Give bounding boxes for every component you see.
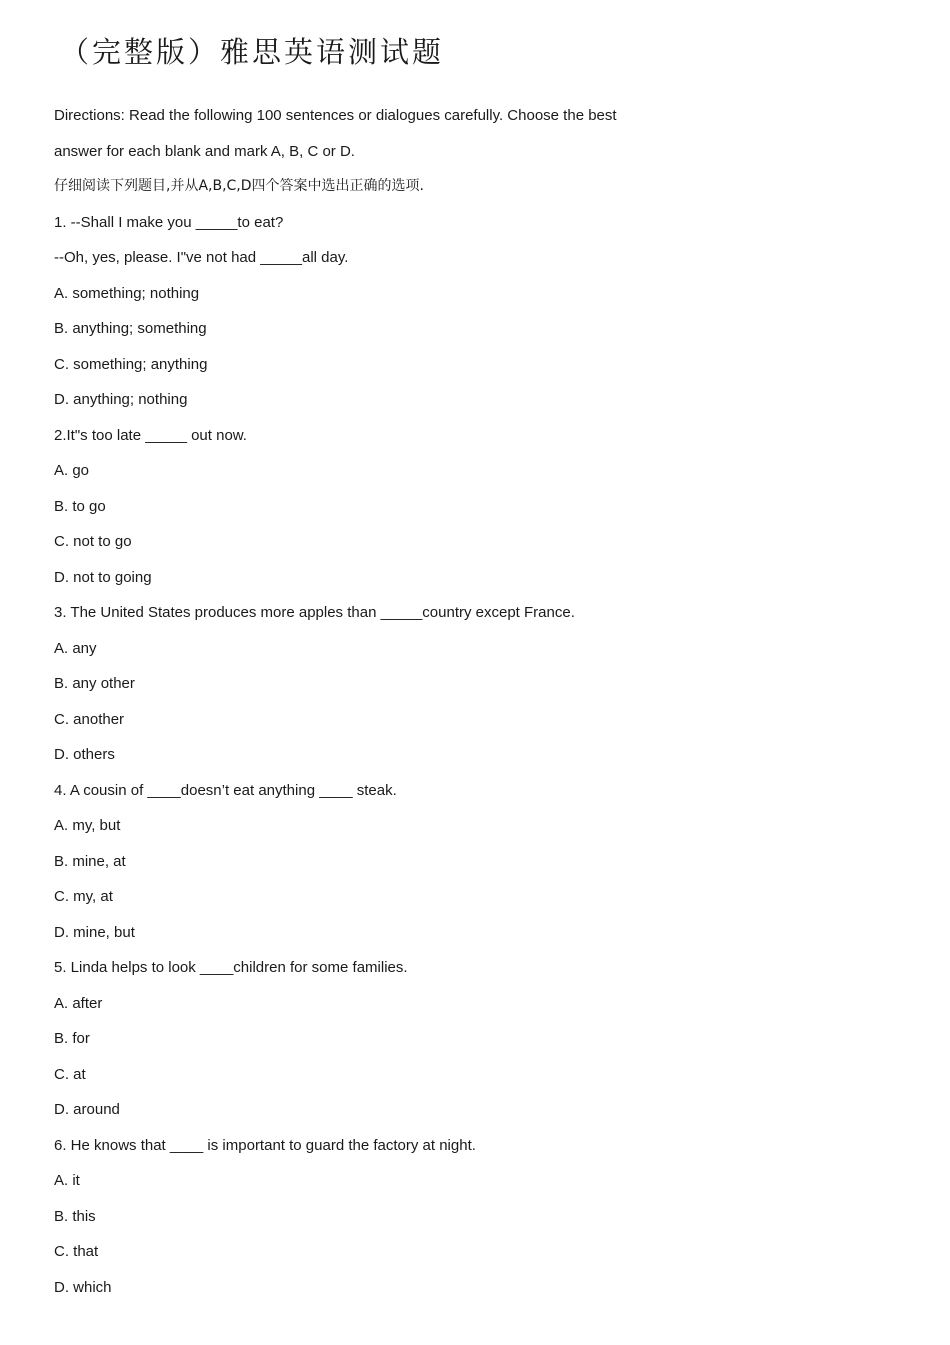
answer-option: C. something; anything bbox=[54, 355, 208, 373]
answer-option: B. to go bbox=[54, 497, 106, 515]
directions-line: answer for each blank and mark A, B, C or D. bbox=[54, 142, 355, 160]
question-text: 6. He knows that ____ is important to guard the factory at night. bbox=[54, 1136, 476, 1154]
answer-option: D. which bbox=[54, 1278, 112, 1296]
answer-option: D. others bbox=[54, 746, 115, 763]
answer-option: B. any other bbox=[54, 675, 135, 692]
answer-option: B. mine, at bbox=[54, 852, 126, 870]
answer-option: D. mine, but bbox=[54, 923, 135, 941]
directions-line: Directions: Read the following 100 sentences or dialogues carefully. Choose the best bbox=[54, 107, 617, 124]
answer-option: A. my, but bbox=[54, 817, 121, 834]
answer-option: B. this bbox=[54, 1207, 96, 1225]
answer-option: C. at bbox=[54, 1065, 86, 1083]
answer-option: A. something; nothing bbox=[54, 284, 200, 302]
question-text: 1. --Shall I make you _____to eat? bbox=[54, 213, 284, 231]
directions-line-chinese: 仔细阅读下列题目,并从A,B,C,D四个答案中选出正确的选项. bbox=[54, 178, 424, 194]
answer-option: D. anything; nothing bbox=[54, 391, 188, 408]
answer-option: A. it bbox=[54, 1172, 80, 1189]
answer-option: C. that bbox=[54, 1243, 99, 1260]
answer-option: A. any bbox=[54, 639, 97, 657]
answer-option: D. around bbox=[54, 1101, 120, 1118]
answer-option: A. after bbox=[54, 994, 103, 1012]
question-text: 2.It"s too late _____ out now. bbox=[54, 426, 247, 444]
answer-option: C. my, at bbox=[54, 888, 113, 905]
answer-option: B. anything; something bbox=[54, 320, 207, 337]
answer-option: D. not to going bbox=[54, 568, 152, 586]
question-text: 5. Linda helps to look ____children for some families. bbox=[54, 959, 408, 976]
answer-option: B. for bbox=[54, 1030, 90, 1047]
document-title: （完整版）雅思英语测试题 bbox=[60, 35, 445, 69]
answer-option: C. not to go bbox=[54, 533, 132, 550]
question-text: 3. The United States produces more apples than _____country except France. bbox=[54, 604, 575, 621]
document-body bbox=[54, 98, 617, 1305]
question-text: --Oh, yes, please. I"ve not had _____all day. bbox=[54, 249, 349, 266]
answer-option: C. another bbox=[54, 710, 125, 728]
question-text: 4. A cousin of ____doesn’t eat anything ____ steak. bbox=[54, 781, 397, 799]
answer-option: A. go bbox=[54, 462, 90, 479]
